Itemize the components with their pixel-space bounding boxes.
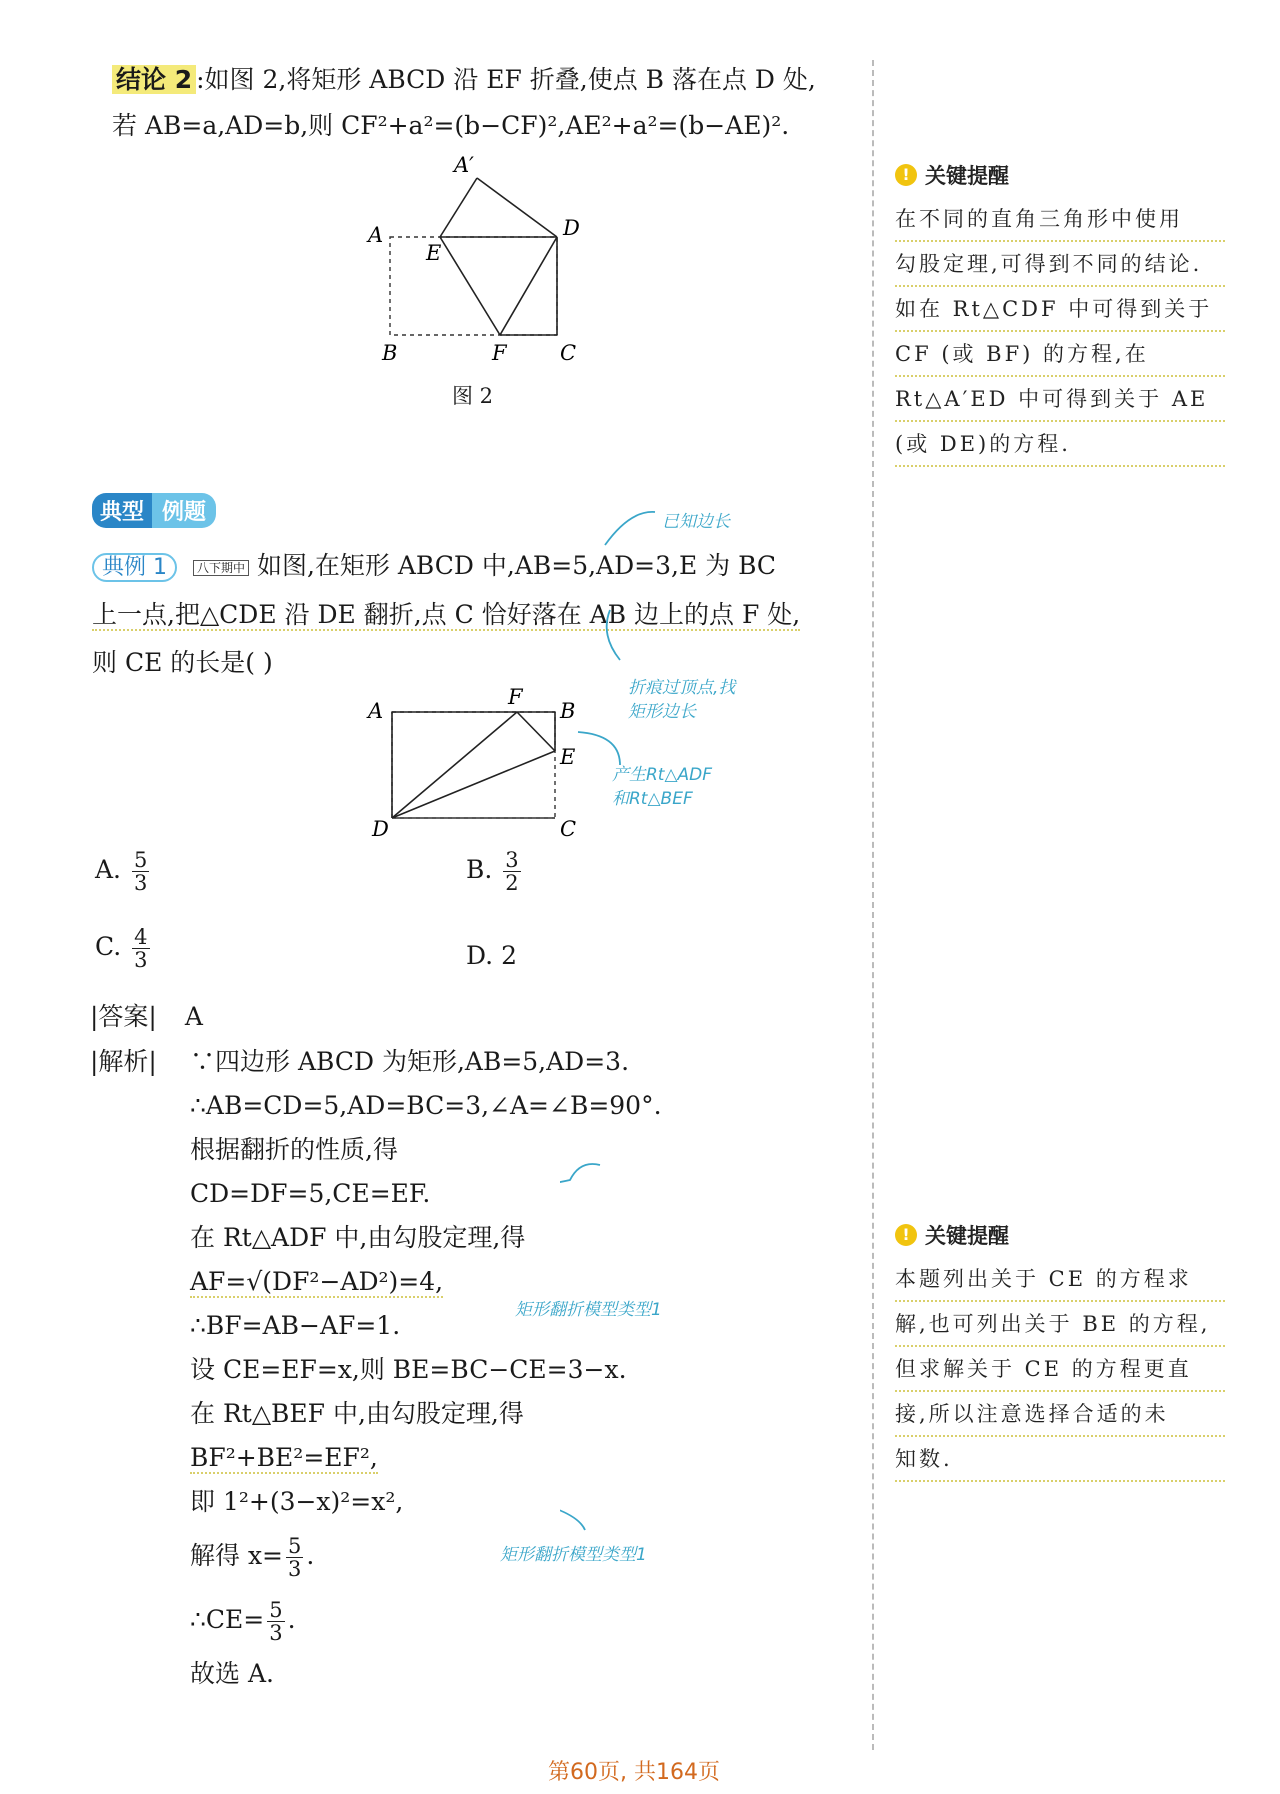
line-df	[392, 712, 517, 818]
pt-b: B	[382, 341, 398, 365]
example-1-figure	[360, 688, 590, 838]
tip-1-body: 在不同的直角三角形中使用 勾股定理,可得到不同的结论. 如在 Rt△CDF 中可得到关于 CF (或 BF) 的方程,在 Rt△A′ED 中可得到关于 AE (或 DE)的方程.	[895, 198, 1225, 467]
tip-box-1	[895, 160, 1225, 468]
pt-c: C	[560, 817, 577, 838]
line-ef	[440, 237, 500, 335]
pt-f: F	[508, 688, 523, 709]
rect-dashed-outline	[392, 712, 555, 818]
example-1-line2: 上一点,把△CDE 沿 DE 翻折,点 C 恰好落在 AB 边上的点 F 处,	[92, 600, 801, 629]
answer-label: |答案|	[90, 1002, 157, 1031]
pt-e: E	[426, 241, 442, 265]
conclusion-2-line1: 结论 2 :如图 2,将矩形 ABCD 沿 EF 折叠,使点 B 落在点 D 处,	[112, 58, 816, 102]
line-ea-prime	[440, 178, 477, 237]
example-1-tag: 八下期中	[193, 560, 249, 576]
tip-2-body: 本题列出关于 CE 的方程求 解,也可列出关于 BE 的方程, 但求解关于 CE 的方程更直 接,所以注意选择合适的未 知数.	[895, 1258, 1225, 1482]
figure-2	[360, 150, 620, 380]
analysis-body: ∵四边形 ABCD 为矩形,AB=5,AD=3. ∴AB=CD=5,AD=BC=3,∠A=∠B=90°. 根据翻折的性质,得 CD=DF=5,CE=EF. 在 Rt△ADF 中,由勾股定理,得 AF=√(DF²−AD²)=4, ∴BF=AB−AF=1. 设 CE=EF=x,则 BE=BC−CE=3−x. 在 Rt△BEF 中,由勾股定理,得 BF²+BE²=EF², 即 1²+(3−x)²=x², 解得 x= $\frac{5}{3}$ . ∴CE= $\frac{5}{3}$ . 故选 A.	[190, 1047, 662, 1688]
pt-a: A	[368, 223, 384, 247]
pt-b: B	[560, 699, 576, 723]
example-1-line3: 则 CE 的长是( )	[92, 648, 273, 677]
hand-note-fold-line-a: 折痕过顶点,找	[628, 678, 736, 698]
section-title-b: 例题	[152, 493, 216, 528]
pt-d: D	[563, 216, 580, 240]
example-1-line1: 典例 1 八下期中 如图,在矩形 ABCD 中,AB=5,AD=3,E 为 BC	[92, 544, 776, 590]
tip-1-title: 关键提醒	[925, 164, 1009, 188]
option-a: A. $\frac{5}{3}$	[95, 848, 148, 895]
option-b: B. $\frac{3}{2}$	[466, 848, 519, 895]
hand-note-known-sides: 已知边长	[662, 512, 730, 532]
page-footer: 第60页, 共164页	[548, 1760, 720, 1785]
pt-c: C	[560, 341, 577, 365]
pt-e: E	[560, 745, 576, 769]
conclusion-2-label: 结论 2	[112, 65, 196, 94]
tip-box-2	[895, 1220, 1225, 1483]
hand-note-triangles-a: 产生Rt△ADF	[612, 765, 713, 785]
pt-f: F	[492, 341, 507, 365]
example-1-label: 典例 1	[92, 553, 177, 582]
hand-note-triangles-b: 和Rt△BEF	[612, 789, 693, 809]
conclusion-2-line2: 若 AB=a,AD=b,则 CF²+a²=(b−CF)²,AE²+a²=(b−AE)².	[112, 111, 790, 140]
section-title-a: 典型	[92, 493, 152, 528]
pt-a: A	[368, 699, 384, 723]
analysis-label: |解析|	[90, 1047, 157, 1076]
hand-note-fold-line-b: 矩形边长	[628, 702, 696, 722]
answer-value: A	[184, 1002, 203, 1031]
tip-2-title: 关键提醒	[925, 1224, 1009, 1248]
line-fd	[500, 237, 557, 335]
line-a-prime-d	[477, 178, 557, 237]
pt-a-prime: A′	[454, 153, 474, 177]
warning-icon: !	[895, 1224, 917, 1246]
line-de	[392, 751, 555, 818]
rect-abcd-dashed	[390, 237, 557, 335]
option-c: C. $\frac{4}{3}$	[95, 925, 148, 972]
option-d: D. 2	[466, 941, 517, 970]
pt-d: D	[372, 817, 389, 838]
line-fe	[517, 712, 555, 751]
hand-note-model-1: 矩形翻折模型类型1	[515, 1300, 662, 1320]
section-badge	[92, 493, 216, 528]
answer-row	[90, 995, 203, 1039]
warning-icon: !	[895, 164, 917, 186]
figure-2-caption: 图 2	[452, 384, 494, 408]
hand-note-model-2: 矩形翻折模型类型1	[500, 1545, 647, 1565]
